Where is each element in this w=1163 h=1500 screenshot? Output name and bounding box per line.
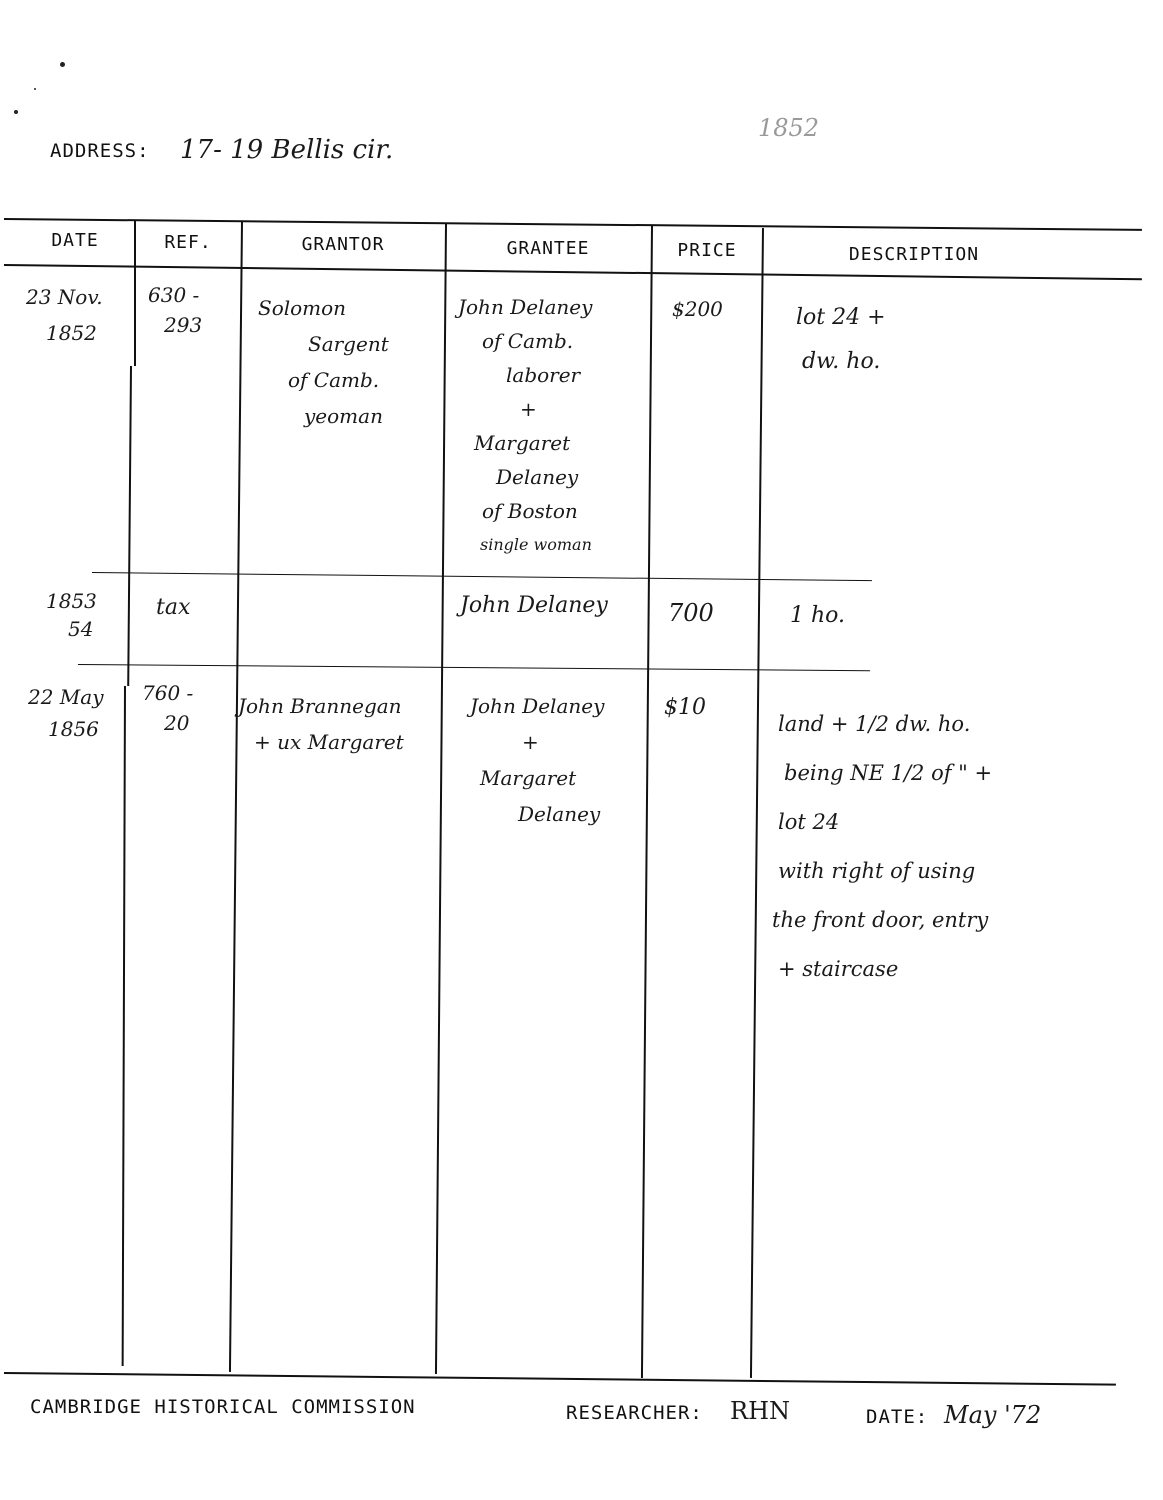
grantee-line: Margaret [480,766,577,790]
ref-line: 630 - [148,283,200,307]
grantee-line: single woman [480,535,592,554]
column-rule [229,222,243,1372]
grantor-line: John Brannegan [238,694,402,718]
ref-line: 293 [164,313,203,337]
date-line: 22 May [28,685,104,709]
column-header-grantor: GRANTOR [301,234,385,255]
ink-speck [14,110,18,114]
date-cell [28,684,104,742]
grantor-cell [258,290,389,434]
grantee-line: laborer [506,363,581,387]
ref-cell [148,282,202,338]
researcher-label: RESEARCHER: [566,1402,703,1424]
description-line: lot 24 + [796,305,886,330]
grantor-line: + ux Margaret [254,730,404,754]
row-divider [78,664,870,671]
ink-speck [34,88,36,90]
date-line: 1856 [48,717,99,741]
address-label: ADDRESS: [50,140,150,162]
description-line: land + 1/2 dw. ho. [778,712,971,736]
grantor-line: of Camb. [288,368,380,392]
table-bottom-rule [4,1372,1116,1386]
pencil-year-note: 1852 [758,114,820,142]
ink-speck [60,62,65,67]
date-cell [46,588,97,642]
column-rule [134,220,136,366]
grantee-line: John Delaney [458,295,593,319]
ref-line: 760 - [142,681,194,705]
grantor-line: Solomon [258,296,347,320]
price-cell: 700 [668,599,714,627]
ref-line: 20 [164,711,190,735]
description-line: the front door, entry [772,908,989,932]
footer-date-label: DATE: [866,1406,929,1428]
grantee-line: of Camb. [482,329,574,353]
column-header-grantee: GRANTEE [506,238,590,259]
description-cell: 1 ho. [790,603,846,628]
description-line: being NE 1/2 of " + [784,761,993,785]
column-rule [127,366,132,686]
footer-date-value: May '72 [944,1401,1042,1429]
address-value: 17- 19 Bellis cir. [180,135,394,165]
date-line: 23 Nov. [26,285,103,309]
header-bottom-rule [4,264,1142,280]
grantor-cell [238,688,404,760]
price-cell: $10 [664,695,706,720]
grantee-line: + [520,397,537,421]
description-line: dw. ho. [802,349,881,374]
column-rule [122,686,126,1366]
commission-name: CAMBRIDGE HISTORICAL COMMISSION [30,1396,416,1418]
column-header-description: DESCRIPTION [848,244,980,265]
column-header-ref: REF. [164,232,212,253]
grantee-line: Delaney [496,465,579,489]
column-rule [641,226,653,1378]
date-line: 1852 [46,321,97,345]
column-header-date: DATE [51,230,99,251]
description-cell [796,296,886,384]
grantee-cell [470,688,604,832]
grantor-line: Sargent [308,332,389,356]
column-rule [435,224,447,1374]
grantee-line: John Delaney [470,694,605,718]
description-line: lot 24 [778,810,840,834]
ref-cell [142,680,193,736]
date-line: 1853 [46,589,97,613]
grantee-line: + [522,730,539,754]
grantor-line: yeoman [304,404,383,428]
researcher-initials: RHN [730,1397,790,1425]
description-line: with right of using [778,859,976,883]
grantee-cell [458,290,592,562]
row-divider [92,572,872,581]
description-line: + staircase [778,957,899,981]
grantee-cell: John Delaney [460,593,608,618]
ref-cell: tax [156,595,191,620]
column-header-price: PRICE [677,240,737,261]
grantee-line: Margaret [474,431,571,455]
grantee-line: Delaney [518,802,601,826]
date-line: 54 [68,617,94,641]
table-top-rule [4,218,1142,231]
column-rule [750,228,764,1378]
description-cell [772,700,993,994]
price-cell: $200 [672,297,723,321]
grantee-line: of Boston [482,499,578,523]
date-cell [26,284,103,346]
